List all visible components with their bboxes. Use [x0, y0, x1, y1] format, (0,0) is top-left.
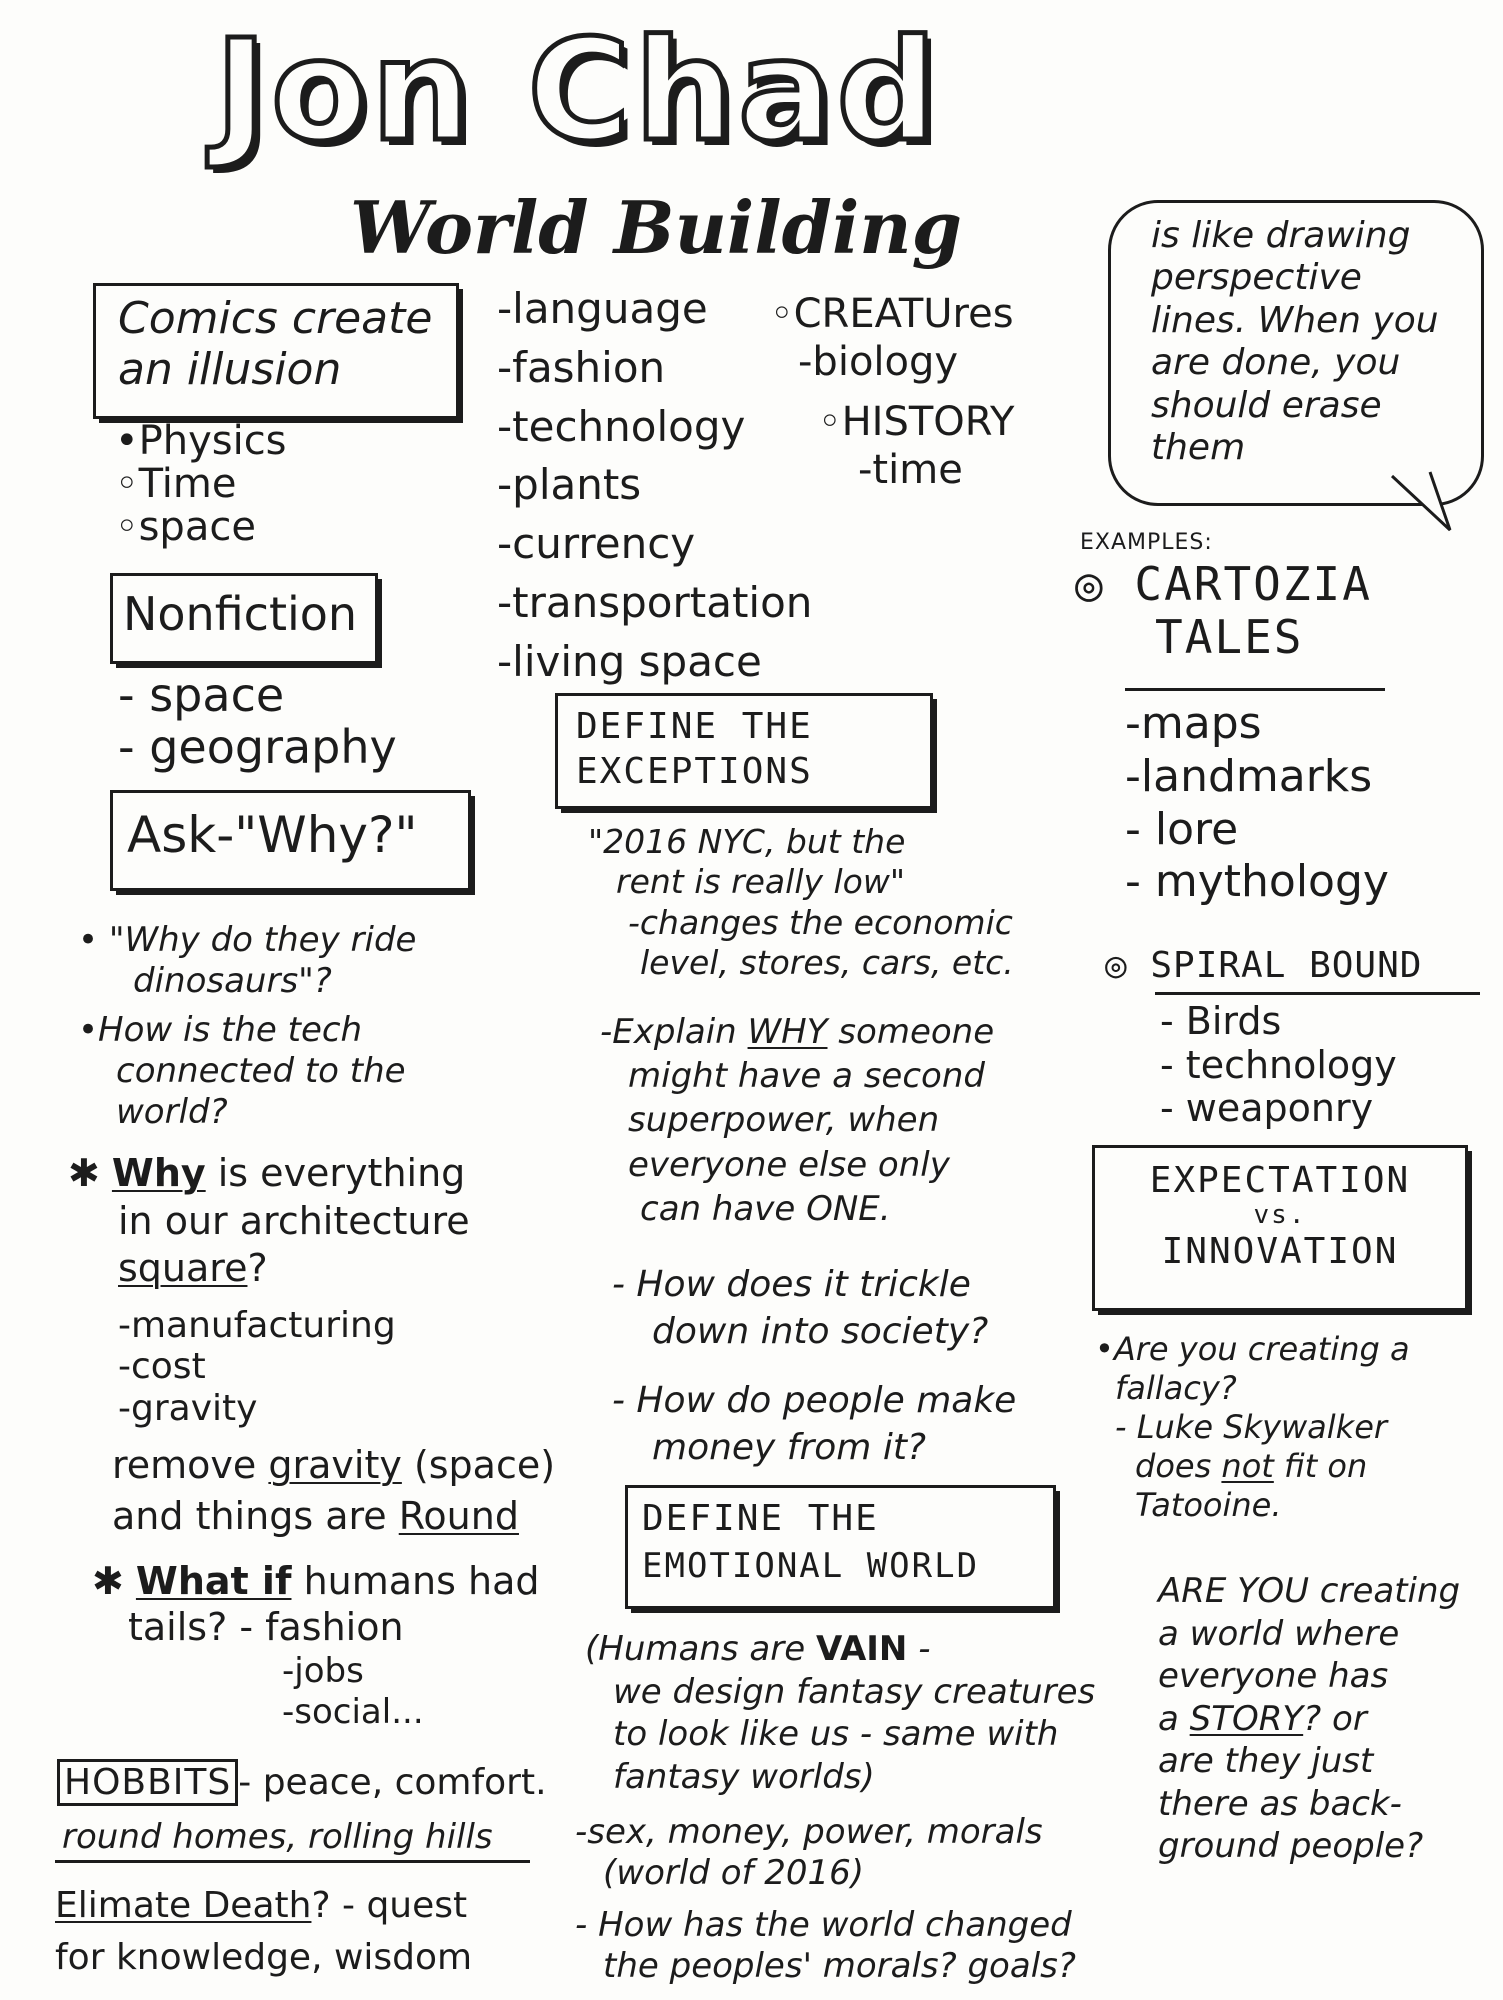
sex-money-text [575, 1812, 1043, 1895]
list-item: -biology [798, 339, 959, 385]
text-line: might have a second [628, 1056, 985, 1097]
illusion-list [115, 420, 287, 550]
money-question [612, 1378, 1016, 1472]
ask-why-box [110, 790, 471, 891]
text-line: we design fantasy creatures [613, 1671, 1096, 1712]
death-word: Elimate Death [55, 1885, 312, 1926]
text-line: - Luke Skywalker [1115, 1408, 1388, 1447]
why-word: Why [111, 1151, 206, 1195]
text-line: -sex, money, power, morals [575, 1812, 1043, 1852]
text-fragment: (space) [401, 1443, 556, 1487]
text-fragment: (Humans are [585, 1629, 816, 1669]
text-line: - How does it trickle [612, 1264, 971, 1305]
text-line: •How is the tech [78, 1010, 363, 1050]
text-line [1158, 1698, 1460, 1741]
list-item: -maps [1125, 698, 1262, 749]
speech-bubble [1108, 200, 1484, 506]
text-line [600, 1010, 994, 1054]
aspects-list [497, 280, 812, 692]
fallacy-question [1095, 1330, 1410, 1525]
text-line: rent is really low" [616, 862, 906, 902]
list-item: -living space [497, 636, 762, 686]
define-exceptions-box [555, 693, 933, 809]
list-item: -cost [118, 1346, 206, 1388]
nonfiction-label: Nonfiction [123, 587, 358, 641]
ask-why-label: Ask-"Why?" [127, 806, 418, 864]
how-tech [78, 1010, 406, 1132]
list-item: -jobs [282, 1650, 364, 1691]
text-line: everyone has [1158, 1656, 1389, 1696]
hobbits-line2: round homes, rolling hills [62, 1817, 493, 1857]
text-fragment: remove [112, 1443, 269, 1487]
round-word: Round [398, 1494, 519, 1539]
box-line: EXCEPTIONS [576, 751, 813, 793]
expectation-innovation-box [1092, 1145, 1468, 1311]
text-line [118, 1245, 470, 1293]
text-line: dinosaurs"? [133, 960, 332, 1001]
square-word: square [118, 1246, 248, 1290]
nonfiction-list [118, 670, 397, 773]
text-line [1135, 1447, 1410, 1486]
text-line: a world where [1158, 1613, 1400, 1654]
text-line: world? [116, 1091, 228, 1132]
not-word: not [1221, 1447, 1274, 1486]
hobbits-box: HOBBITS [57, 1759, 238, 1806]
vain-word: VAIN [815, 1629, 908, 1669]
text-line: in our architecture [118, 1198, 470, 1243]
what-if-word: What if [135, 1559, 292, 1603]
list-item: -currency [497, 519, 696, 569]
text-fragment: a [1158, 1698, 1190, 1739]
list-item: -gravity [118, 1387, 258, 1429]
divider [1155, 992, 1480, 995]
text-line: ARE YOU creating [1158, 1571, 1461, 1611]
examples-label: EXAMPLES: [1080, 530, 1213, 555]
spiral-bound-title: ◎ SPIRAL BOUND [1105, 945, 1423, 986]
page-subtitle: World Building [350, 185, 962, 270]
list-item: ◦space [115, 504, 256, 551]
text-line: the peoples' morals? goals? [603, 1946, 1076, 1987]
star-icon: ✱ [68, 1151, 112, 1195]
text-fragment: ? or [1303, 1698, 1367, 1739]
text-line: money from it? [652, 1426, 927, 1468]
comics-illusion-box [93, 283, 459, 419]
text-line: tails? - fashion [128, 1605, 404, 1650]
list-item: -social... [282, 1692, 424, 1733]
list-item: -transportation [497, 577, 813, 627]
text-line: down into society? [652, 1310, 989, 1352]
list-item: -fashion [497, 342, 666, 392]
hobbits-row [57, 1762, 547, 1803]
list-item: - mythology [1125, 856, 1389, 908]
box-line: EXPECTATION [1149, 1160, 1411, 1201]
creatures-label: ◦CREATUres [770, 291, 1014, 337]
text-line: fallacy? [1115, 1369, 1237, 1408]
text-line: - How has the world changed [575, 1905, 1072, 1945]
vain-text [585, 1628, 1095, 1798]
text-line: there as back- [1158, 1783, 1402, 1824]
text-line: level, stores, cars, etc. [640, 942, 1014, 982]
list-item: - geography [118, 719, 397, 774]
story-word: STORY [1189, 1698, 1304, 1739]
divider [1125, 688, 1385, 691]
list-item: - space [118, 668, 285, 722]
world-changed-text [575, 1905, 1076, 1988]
list-item: ◦Time [115, 461, 237, 508]
text-line: everyone else only [628, 1144, 950, 1185]
text-line: "2016 NYC, but the [588, 822, 906, 861]
list-item: -landmarks [1125, 750, 1373, 802]
speech-bubble-text: is like drawing perspective lines. When you are done, you should erase them [1151, 215, 1439, 469]
text-fragment: - [907, 1629, 931, 1669]
architecture-list [118, 1305, 396, 1429]
text-line: TALES [1155, 609, 1304, 664]
page-title: Jon Chad [215, 10, 941, 173]
explain-why [600, 1010, 994, 1231]
text-line: superpower, when [628, 1100, 940, 1141]
list-item: - technology [1160, 1042, 1397, 1087]
creatures-history [770, 290, 1014, 494]
comics-illusion-line2: an illusion [118, 343, 342, 395]
box-line: INNOVATION [1161, 1231, 1399, 1273]
trickle-question [612, 1262, 988, 1356]
list-item: •Physics [115, 418, 287, 464]
text-line: are they just [1158, 1741, 1374, 1781]
gravity-text [112, 1440, 555, 1543]
text-line [112, 1491, 555, 1542]
define-emotional-box [625, 1485, 1056, 1609]
nonfiction-box [110, 573, 378, 664]
text-fragment: ? [247, 1246, 268, 1290]
box-line: DEFINE THE [576, 706, 813, 747]
text-line [68, 1150, 470, 1198]
list-item: -time [858, 447, 963, 493]
cartozia-title [1075, 558, 1372, 664]
text-line [55, 1880, 472, 1932]
text-line: fantasy worlds) [613, 1756, 875, 1797]
text-line: can have ONE. [640, 1188, 891, 1229]
text-line: ground people? [1158, 1826, 1424, 1866]
text-line [92, 1558, 540, 1604]
text-line: • "Why do they ride [78, 920, 417, 960]
list-item: - Birds [1160, 999, 1282, 1043]
why-dinosaurs [78, 920, 416, 1002]
speech-bubble-tail [1390, 470, 1470, 540]
text-fragment: fit on [1273, 1447, 1368, 1486]
why-word: WHY [747, 1012, 828, 1052]
text-fragment: is everything [205, 1151, 466, 1195]
list-item: -manufacturing [118, 1305, 396, 1346]
text-line: connected to the [116, 1050, 406, 1091]
gravity-word: gravity [268, 1443, 402, 1487]
text-fragment: does [1135, 1447, 1222, 1486]
text-line: ◎ CARTOZIA [1075, 557, 1372, 611]
text-fragment: someone [827, 1012, 995, 1052]
list-item: -technology [497, 401, 746, 451]
spiral-bound-list [1160, 1000, 1397, 1131]
text-line [585, 1628, 1095, 1671]
text-line: for knowledge, wisdom [55, 1937, 473, 1979]
text-fragment: -Explain [600, 1012, 748, 1052]
list-item: -language [497, 284, 708, 333]
text-line: - How do people make [612, 1380, 1017, 1421]
history-label: ◦HISTORY [818, 399, 1015, 445]
text-line: -changes the economic [628, 902, 1013, 942]
text-line: •Are you creating a [1095, 1330, 1410, 1368]
text-line: (world of 2016) [603, 1853, 865, 1894]
cartozia-list [1125, 698, 1389, 909]
text-fragment: - peace, comfort. [238, 1762, 547, 1803]
list-item: - lore [1125, 803, 1239, 855]
star-icon: ✱ [92, 1559, 136, 1603]
text-line [112, 1440, 555, 1491]
box-line: DEFINE THE [642, 1498, 879, 1539]
list-item: -plants [497, 460, 642, 510]
text-fragment: humans had [291, 1559, 540, 1603]
text-fragment: ? - quest [311, 1885, 468, 1926]
box-line: EMOTIONAL WORLD [642, 1546, 980, 1587]
list-item: - weaponry [1160, 1086, 1374, 1131]
nyc-quote [588, 822, 1014, 983]
box-line: vs. [1253, 1200, 1307, 1231]
text-line: to look like us - same with [613, 1714, 1059, 1754]
death-text [55, 1880, 472, 1984]
comics-illusion-line1: Comics create [118, 293, 433, 344]
divider [55, 1860, 530, 1863]
architecture-question [68, 1150, 470, 1293]
text-line: Tatooine. [1135, 1486, 1282, 1525]
text-fragment: and things are [112, 1494, 399, 1539]
story-question [1158, 1570, 1460, 1868]
tails-question [92, 1558, 540, 1734]
